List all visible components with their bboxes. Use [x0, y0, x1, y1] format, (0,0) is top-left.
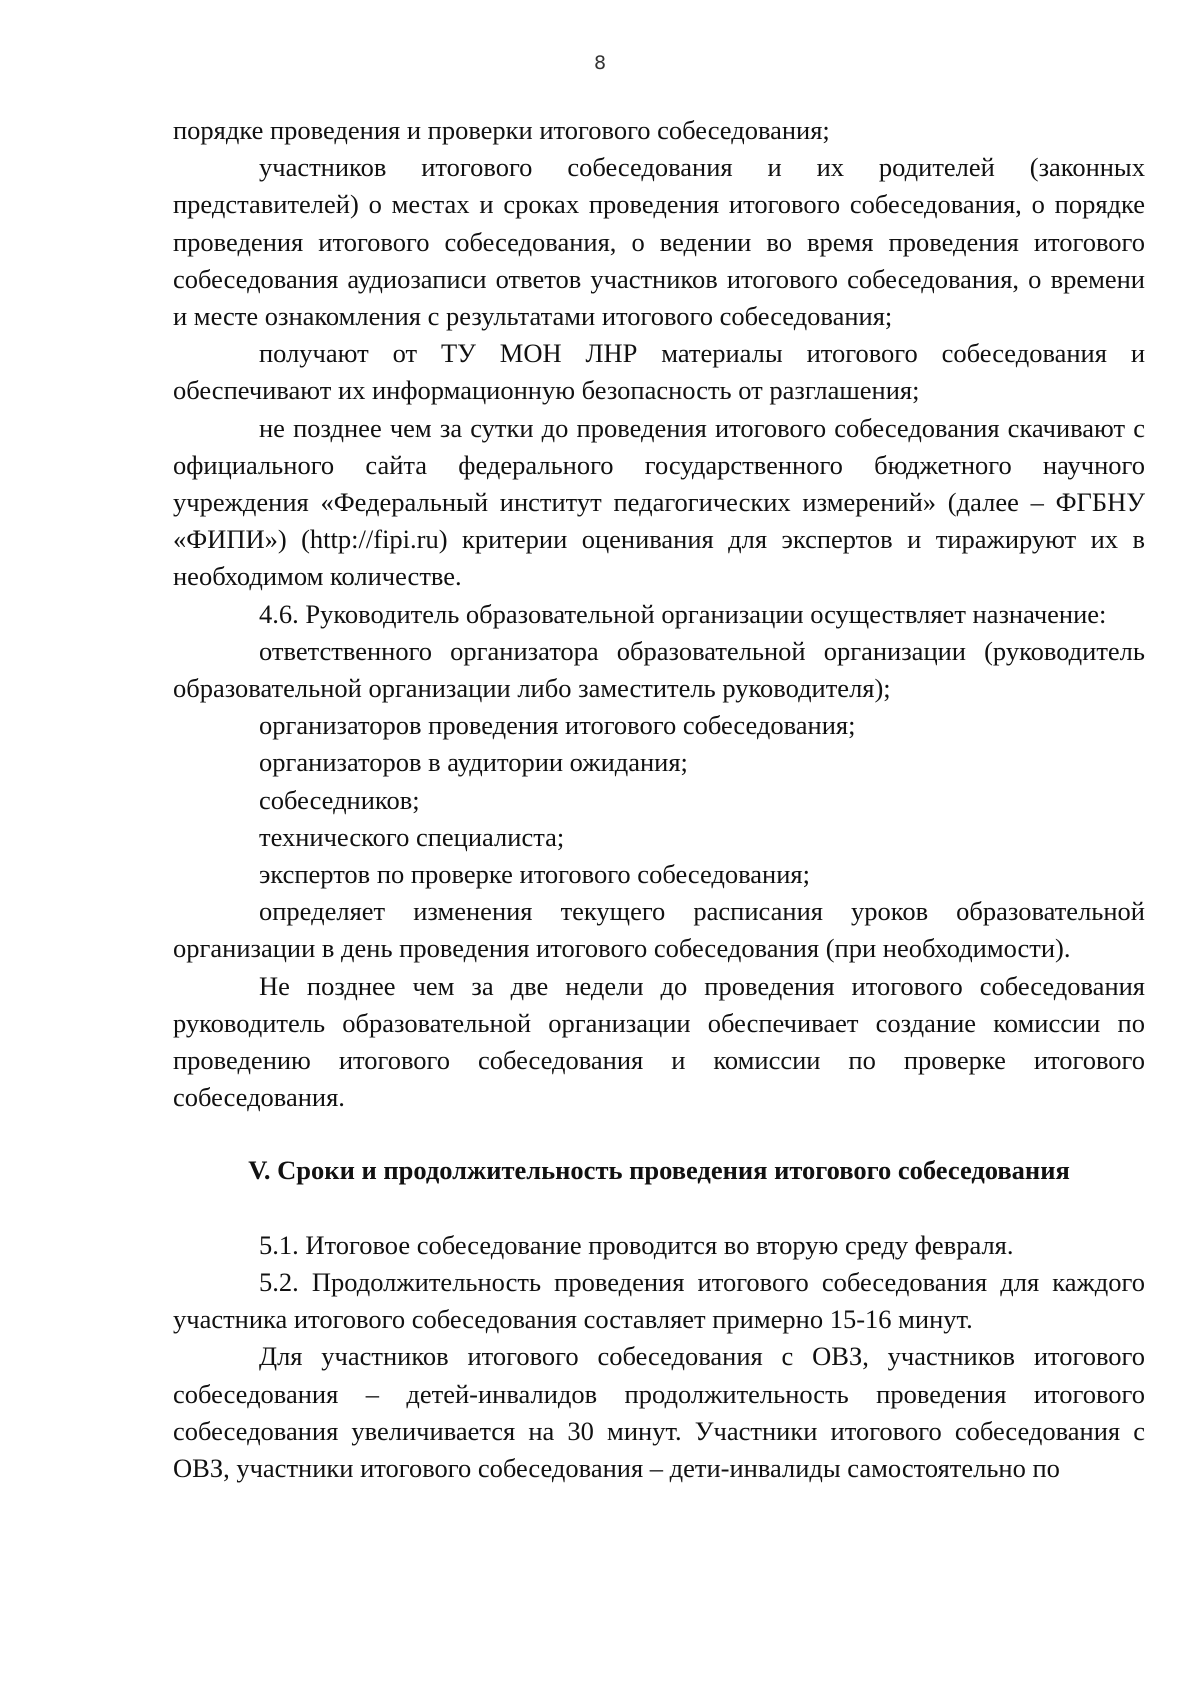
paragraph: Не позднее чем за две недели до проведения итогового собеседования руководитель образовательной организации обеспечивает создание комиссии по проведению итогового собеседования и комиссии по проверке итогового собеседования.: [173, 970, 1145, 1113]
paragraph: участников итогового собеседования и их родителей (законных представителей) о местах и сроках проведения итогового собеседования, о порядке проведения итогового собеседования, о ведении во время проведения итогового собеседования аудиозаписи ответов участников итогового собеседования, о времени и месте ознакомления с результатами итогового собеседования;: [173, 152, 1145, 332]
paragraph-item-5-1: 5.1. Итоговое собеседование проводится во вторую среду февраля.: [259, 1229, 1014, 1260]
paragraph: организаторов проведения итогового собеседования;: [259, 710, 856, 741]
paragraph: порядке проведения и проверки итогового собеседования;: [173, 115, 830, 145]
section-heading: V. Сроки и продолжительность проведения итогового собеседования: [248, 1155, 1070, 1186]
paragraph-item-5-2: 5.2. Продолжительность проведения итогового собеседования для каждого участника итогового собеседования составляет примерно 15-16 минут.: [173, 1266, 1145, 1335]
paragraph: собеседников;: [259, 784, 420, 815]
paragraph: Для участников итогового собеседования с ОВЗ, участников итогового собеседования – детей-инвалидов продолжительность проведения итогового собеседования увеличивается на 30 минут. Участники итогового собеседования с ОВЗ, участники итогового собеседования – дети-инвалиды самостоятельно по: [173, 1341, 1145, 1483]
paragraph: определяет изменения текущего расписания уроков образовательной организации в день проведения итогового собеседования (при необходимости).: [173, 896, 1145, 964]
document-body: [173, 112, 1145, 1487]
paragraph-item-4-6: 4.6. Руководитель образовательной организации осуществляет назначение:: [259, 598, 1107, 629]
paragraph: получают от ТУ МОН ЛНР материалы итогового собеседования и обеспечивают их информационную безопасность от разглашения;: [173, 338, 1145, 406]
page-number: 8: [593, 52, 607, 74]
paragraph: не позднее чем за сутки до проведения итогового собеседования скачивают с официального сайта федерального государственного бюджетного научного учреждения «Федеральный институт педагогических измерений» (далее – ФГБНУ «ФИПИ») (http://fipi.ru) критерии оценивания для экспертов и тиражируют их в необходимом количестве.: [173, 412, 1145, 592]
paragraph: технического специалиста;: [259, 821, 565, 852]
paragraph: ответственного организатора образовательной организации (руководитель образовательной организации либо заместитель руководителя);: [173, 635, 1145, 704]
paragraph: экспертов по проверке итогового собеседования;: [259, 859, 810, 890]
paragraph: организаторов в аудитории ожидания;: [259, 747, 688, 778]
